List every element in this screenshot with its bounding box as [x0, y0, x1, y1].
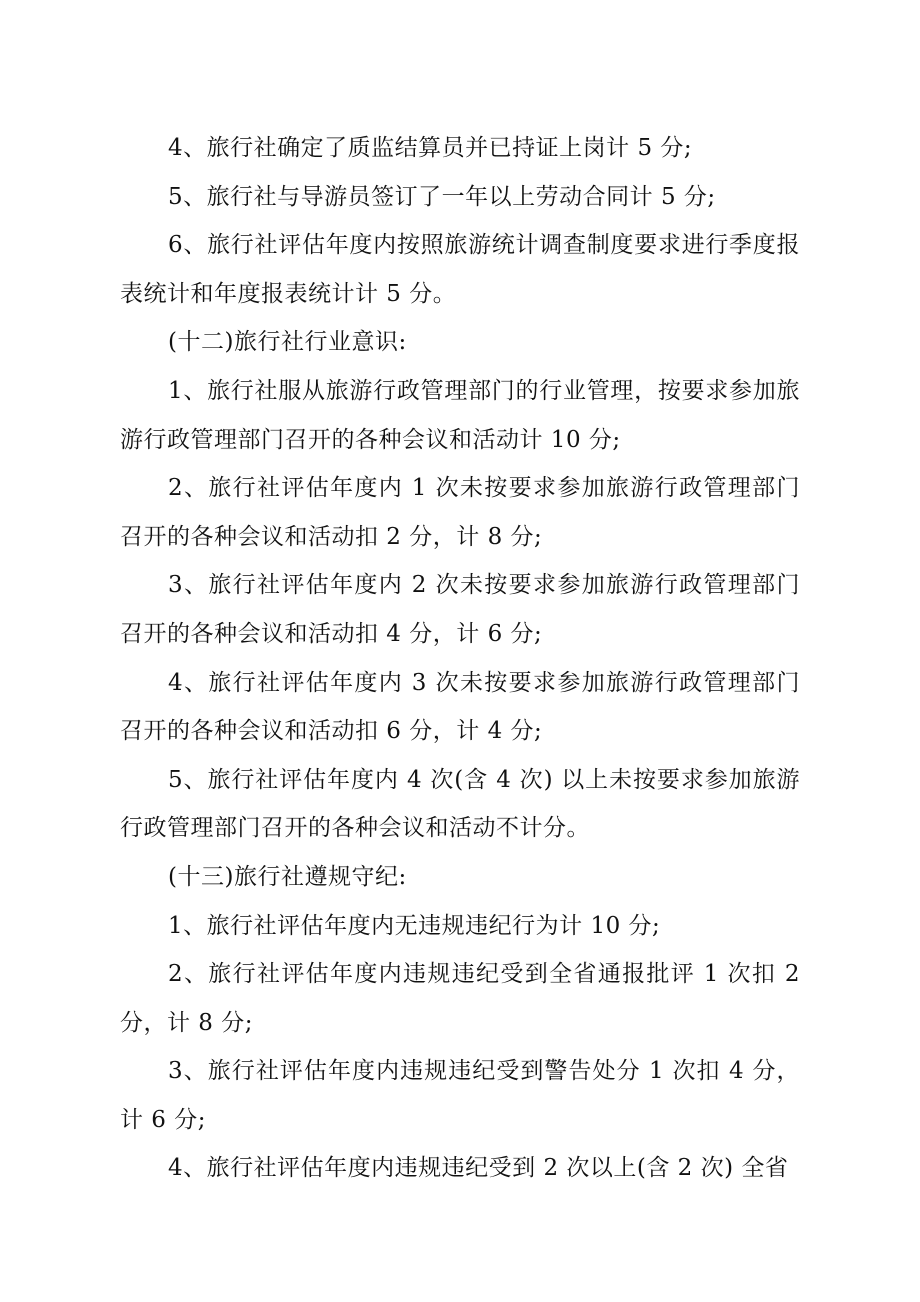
list-item: 4、旅行社评估年度内违规违纪受到 2 次以上(含 2 次) 全省: [168, 1155, 789, 1182]
list-item: 2、旅行社评估年度内违规违纪受到全省通报批评 1 次扣 2 分，计 8 分;: [120, 961, 800, 1036]
list-item: 1、旅行社评估年度内无违规违纪行为计 10 分;: [168, 912, 661, 939]
list-item: 3、旅行社评估年度内违规违纪受到警告处分 1 次扣 4 分，计 6 分;: [120, 1058, 800, 1133]
list-item: 6、旅行社评估年度内按照旅游统计调查制度要求进行季度报表统计和年度报表统计计 5 分。: [120, 232, 800, 307]
list-item: 5、旅行社评估年度内 4 次(含 4 次) 以上未按要求参加旅游行政管理部门召开的各种会议和活动不计分。: [120, 766, 800, 842]
section-heading: (十二)旅行社行业意识:: [168, 329, 407, 356]
list-item: 4、旅行社评估年度内 3 次未按要求参加旅游行政管理部门召开的各种会议和活动扣 6 分，计 4 分;: [120, 669, 800, 745]
list-item: 4、旅行社确定了质监结算员并已持证上岗计 5 分;: [168, 135, 693, 161]
list-item: 3、旅行社评估年度内 2 次未按要求参加旅游行政管理部门召开的各种会议和活动扣 4 分，计 6 分;: [120, 572, 800, 647]
list-item: 1、旅行社服从旅游行政管理部门的行业管理，按要求参加旅游行政管理部门召开的各种会议和活动计 10 分;: [120, 377, 800, 453]
section-heading: (十三)旅行社遵规守纪:: [168, 863, 407, 890]
list-item: 5、旅行社与导游员签订了一年以上劳动合同计 5 分;: [168, 183, 716, 210]
list-item: 2、旅行社评估年度内 1 次未按要求参加旅游行政管理部门召开的各种会议和活动扣 2 分，计 8 分;: [120, 475, 800, 550]
document-body: [120, 124, 800, 1193]
